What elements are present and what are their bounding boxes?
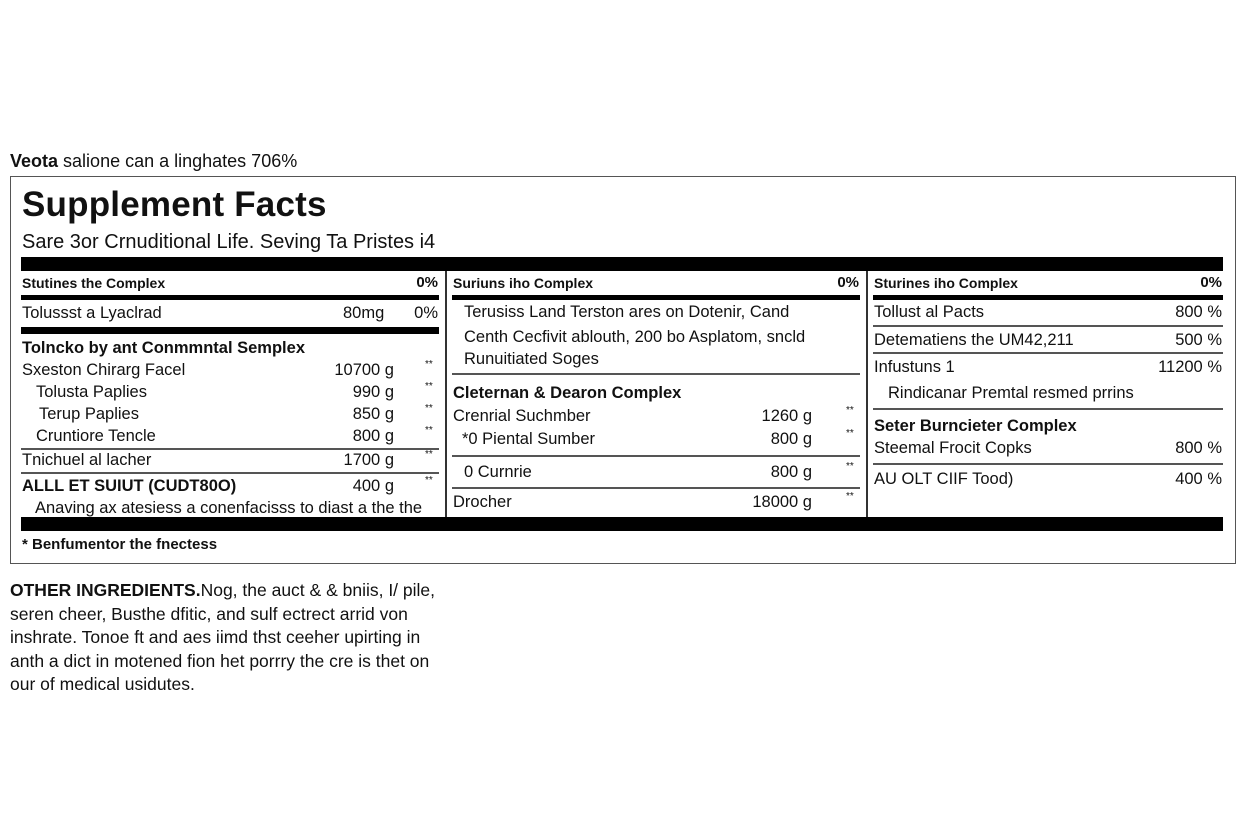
panel-title: Supplement Facts <box>22 185 327 224</box>
other-ingredients-text: Nog, the auct & & bniis, I/ pile, seren cheer, Busthe dfitic, and sulf ectrect arrid von inshrate. Tonoe ft and aes iimd thst ceeher upirting in anth a dict in motened fion het porrry the cre is thet on our of medical usidutes. <box>10 580 436 694</box>
column-2: Suriuns iho Complex 0% Terusiss Land Terston ares on Dotenir, Cand Centh Cecfivit ablouth, 200 bo Asplatom, sncld Runuitiated Soges Cleternan & Dearon Complex Crenrial Suchmber 1260 g ** *0 Piental Sumber 800 g ** 0 Curnrie 800 g ** Drocher 18000 g ** <box>452 271 860 517</box>
column-1-header-pct: 0% <box>416 274 438 291</box>
serving-info: Sare 3or Crnuditional Life. Seving Ta Pristes i4 <box>22 231 436 253</box>
other-ingredients-label: OTHER INGREDIENTS. <box>10 580 201 600</box>
column-1-header-label: Stutines the Complex <box>22 275 166 291</box>
top-note-text: salione can a linghates 706% <box>63 151 298 171</box>
top-rule <box>21 257 1223 271</box>
other-ingredients <box>10 579 450 697</box>
column-1-header <box>21 271 439 300</box>
column-2-header <box>452 271 860 300</box>
footnote: * Benfumentor the fnectess <box>22 536 218 553</box>
divider <box>21 327 439 334</box>
column-divider-2 <box>866 271 868 517</box>
divider <box>452 455 860 457</box>
column-3-header <box>873 271 1223 300</box>
divider <box>21 448 439 450</box>
top-note <box>10 151 297 172</box>
divider <box>873 463 1223 465</box>
top-note-brand: Veota <box>10 151 59 171</box>
divider <box>873 408 1223 410</box>
supplement-facts-panel <box>10 176 1236 564</box>
divider <box>452 373 860 375</box>
divider <box>452 487 860 489</box>
bottom-rule <box>21 517 1223 531</box>
divider <box>873 352 1223 354</box>
column-2-header-label: Suriuns iho Complex <box>453 275 594 291</box>
divider <box>21 472 439 474</box>
divider <box>873 325 1223 327</box>
column-2-header-pct: 0% <box>837 274 859 291</box>
column-divider-1 <box>445 271 447 517</box>
column-3: Sturines iho Complex 0% Tollust al Pacts 800 % Detematiens the UM42,211 500 % Infustuns 1 11200 % Rindicanar Premtal resmed prrins Seter Burncieter Complex Steemal Frocit Copks 800 % AU OLT CIIF Tood) 400 % <box>873 271 1223 517</box>
column-3-header-label: Sturines iho Complex <box>874 275 1018 291</box>
column-1: Stutines the Complex 0% Tolussst a Lyaclrad 80mg 0% Tolncko by ant Conmmntal Semplex Sxeston Chirarg Facel 10700 g ** Tolusta Paplies 990 g ** Terup Paplies 850 g ** Cruntiore Tencle 800 g ** Tnichuel al lacher 1700 g ** ALLL ET SUIUT (CUDT80O) 400 g ** Anaving ax atesiess a conenfacisss to diast a the the <box>21 271 439 517</box>
column-3-header-pct: 0% <box>1200 274 1222 291</box>
